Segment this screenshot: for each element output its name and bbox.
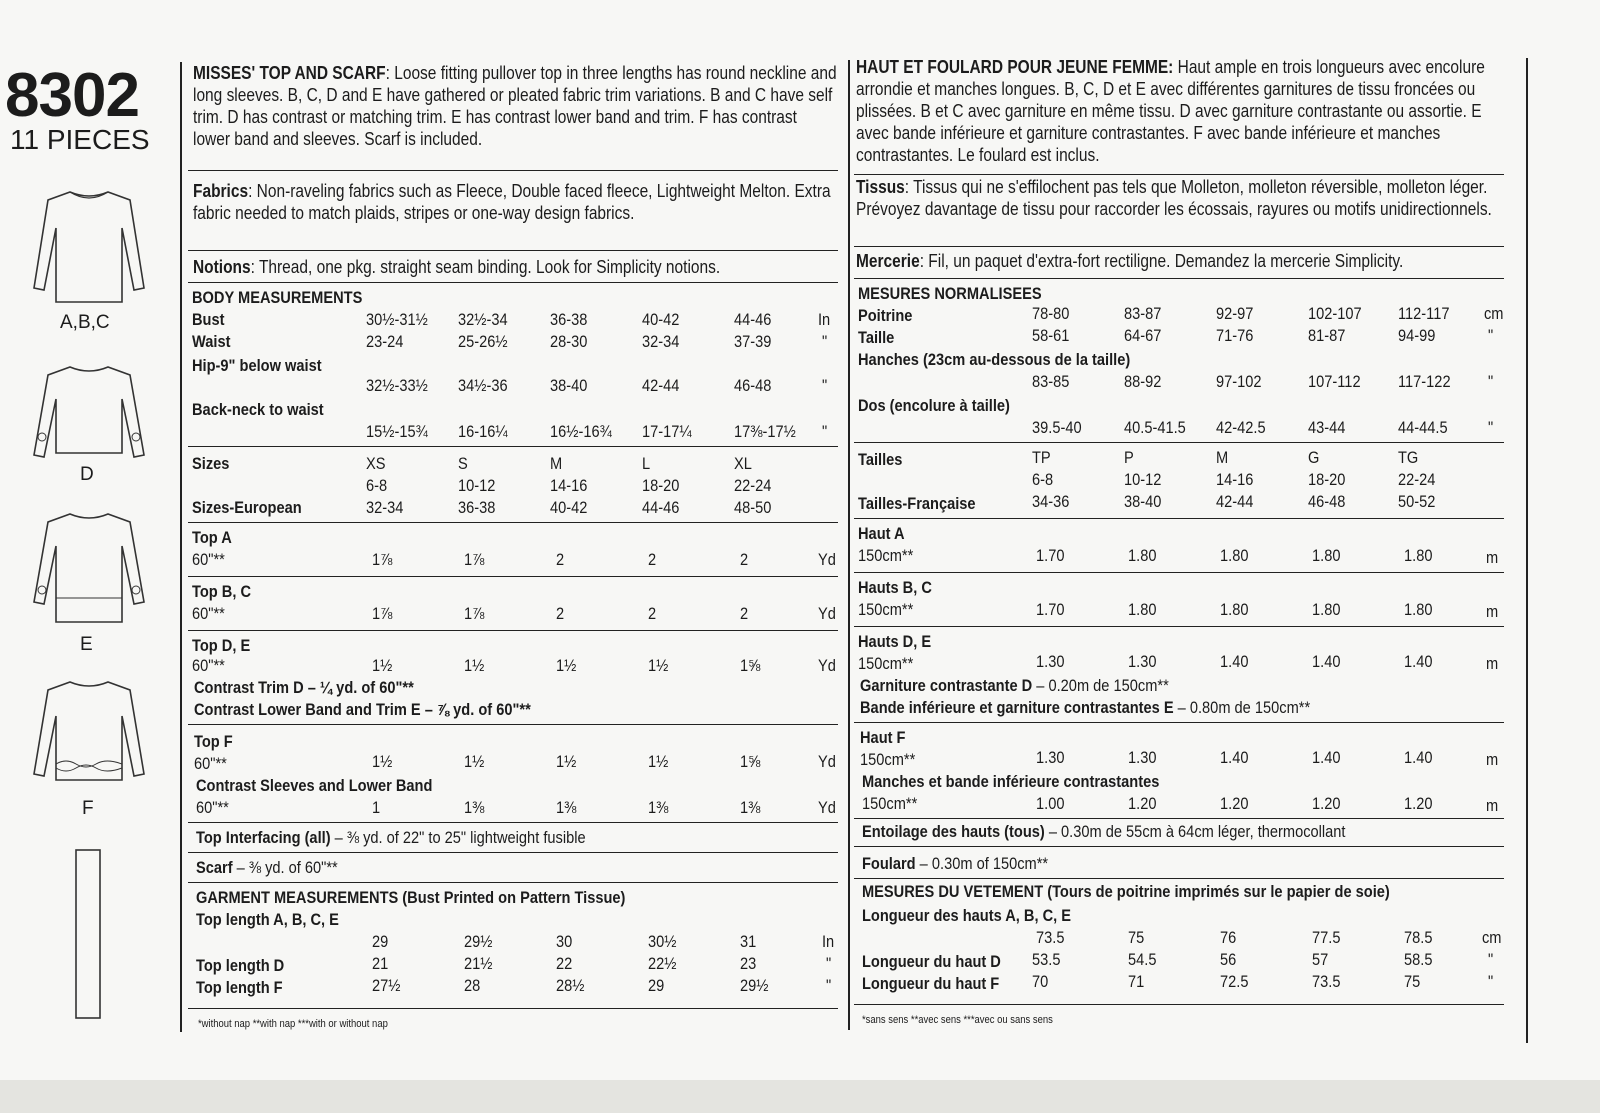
en-notions: Notions: Thread, one pkg. straight seam binding. Look for Simplicity notions. [193,257,721,277]
envelope-fold-edge [0,1080,1600,1113]
pattern-number: 8302 [5,61,139,130]
view-abc-sketch [30,188,148,310]
en-body-measurements-title: BODY MEASUREMENTS [192,288,363,307]
fr-fabrics: Tissus: Tissus qui ne s'effilochent pas tels que Molleton, molleton réversible, molleton léger. Prévoyez davantage de tissu pour raccorder les écossais, rayures ou motifs unidirectionnels. [856,177,1492,219]
fr-notions: Mercerie: Fil, un paquet d'extra-fort rectiligne. Demandez la mercerie Simplicity. [856,251,1404,271]
fr-garment-measurements-title: MESURES DU VETEMENT (Tours de poitrine imprimés sur le papier de soie) [862,882,1390,901]
column-divider-right [1526,58,1528,1043]
en-intro: MISSES' TOP AND SCARF: Loose fitting pullover top in three lengths has round neckline and long sleeves. B, C, D and E have gathered or pleated fabric trim variations. B and C have self trim. D has contrast or matching trim. E has contrast lower band and trim. F has contrast lower band and sleeves. Scarf is included. [193,63,837,149]
view-d-sketch [30,363,148,463]
fr-body-measurements-title: MESURES NORMALISEES [858,284,1042,303]
en-footnote: *without nap **with nap ***with or without nap [198,1018,388,1030]
fr-footnote: *sans sens **avec sens ***avec ou sans sens [862,1014,1053,1026]
scarf-sketch [74,848,104,1022]
view-label-e: E [80,634,93,655]
en-garment-measurements-title: GARMENT MEASUREMENTS (Bust Printed on Pattern Tissue) [196,888,626,907]
view-label-d: D [80,464,94,485]
view-label-abc: A,B,C [60,312,110,333]
view-label-f: F [82,798,94,819]
view-e-sketch [30,510,148,630]
pattern-pieces-count: 11 PIECES [10,124,150,155]
fr-intro: HAUT ET FOULARD POUR JEUNE FEMME: Haut ample en trois longueurs avec encolure arrondie et manches longues. B, C, D et E avec différentes garnitures de tissu froncées ou plissées. B et C avec garniture en même tissu. D avec garniture contrastante ou assortie. E avec bande inférieure et garniture contrastantes. F avec bande inférieure et manches contrastantes. Le foulard est inclus. [856,57,1485,165]
en-fabrics: Fabrics: Non-raveling fabrics such as Fleece, Double faced fleece, Lightweight Melton. Extra fabric needed to match plaids, stripes or one-way design fabrics. [193,181,831,223]
column-divider-left [180,62,182,1032]
view-f-sketch [30,678,148,788]
column-divider-middle [848,60,850,1030]
